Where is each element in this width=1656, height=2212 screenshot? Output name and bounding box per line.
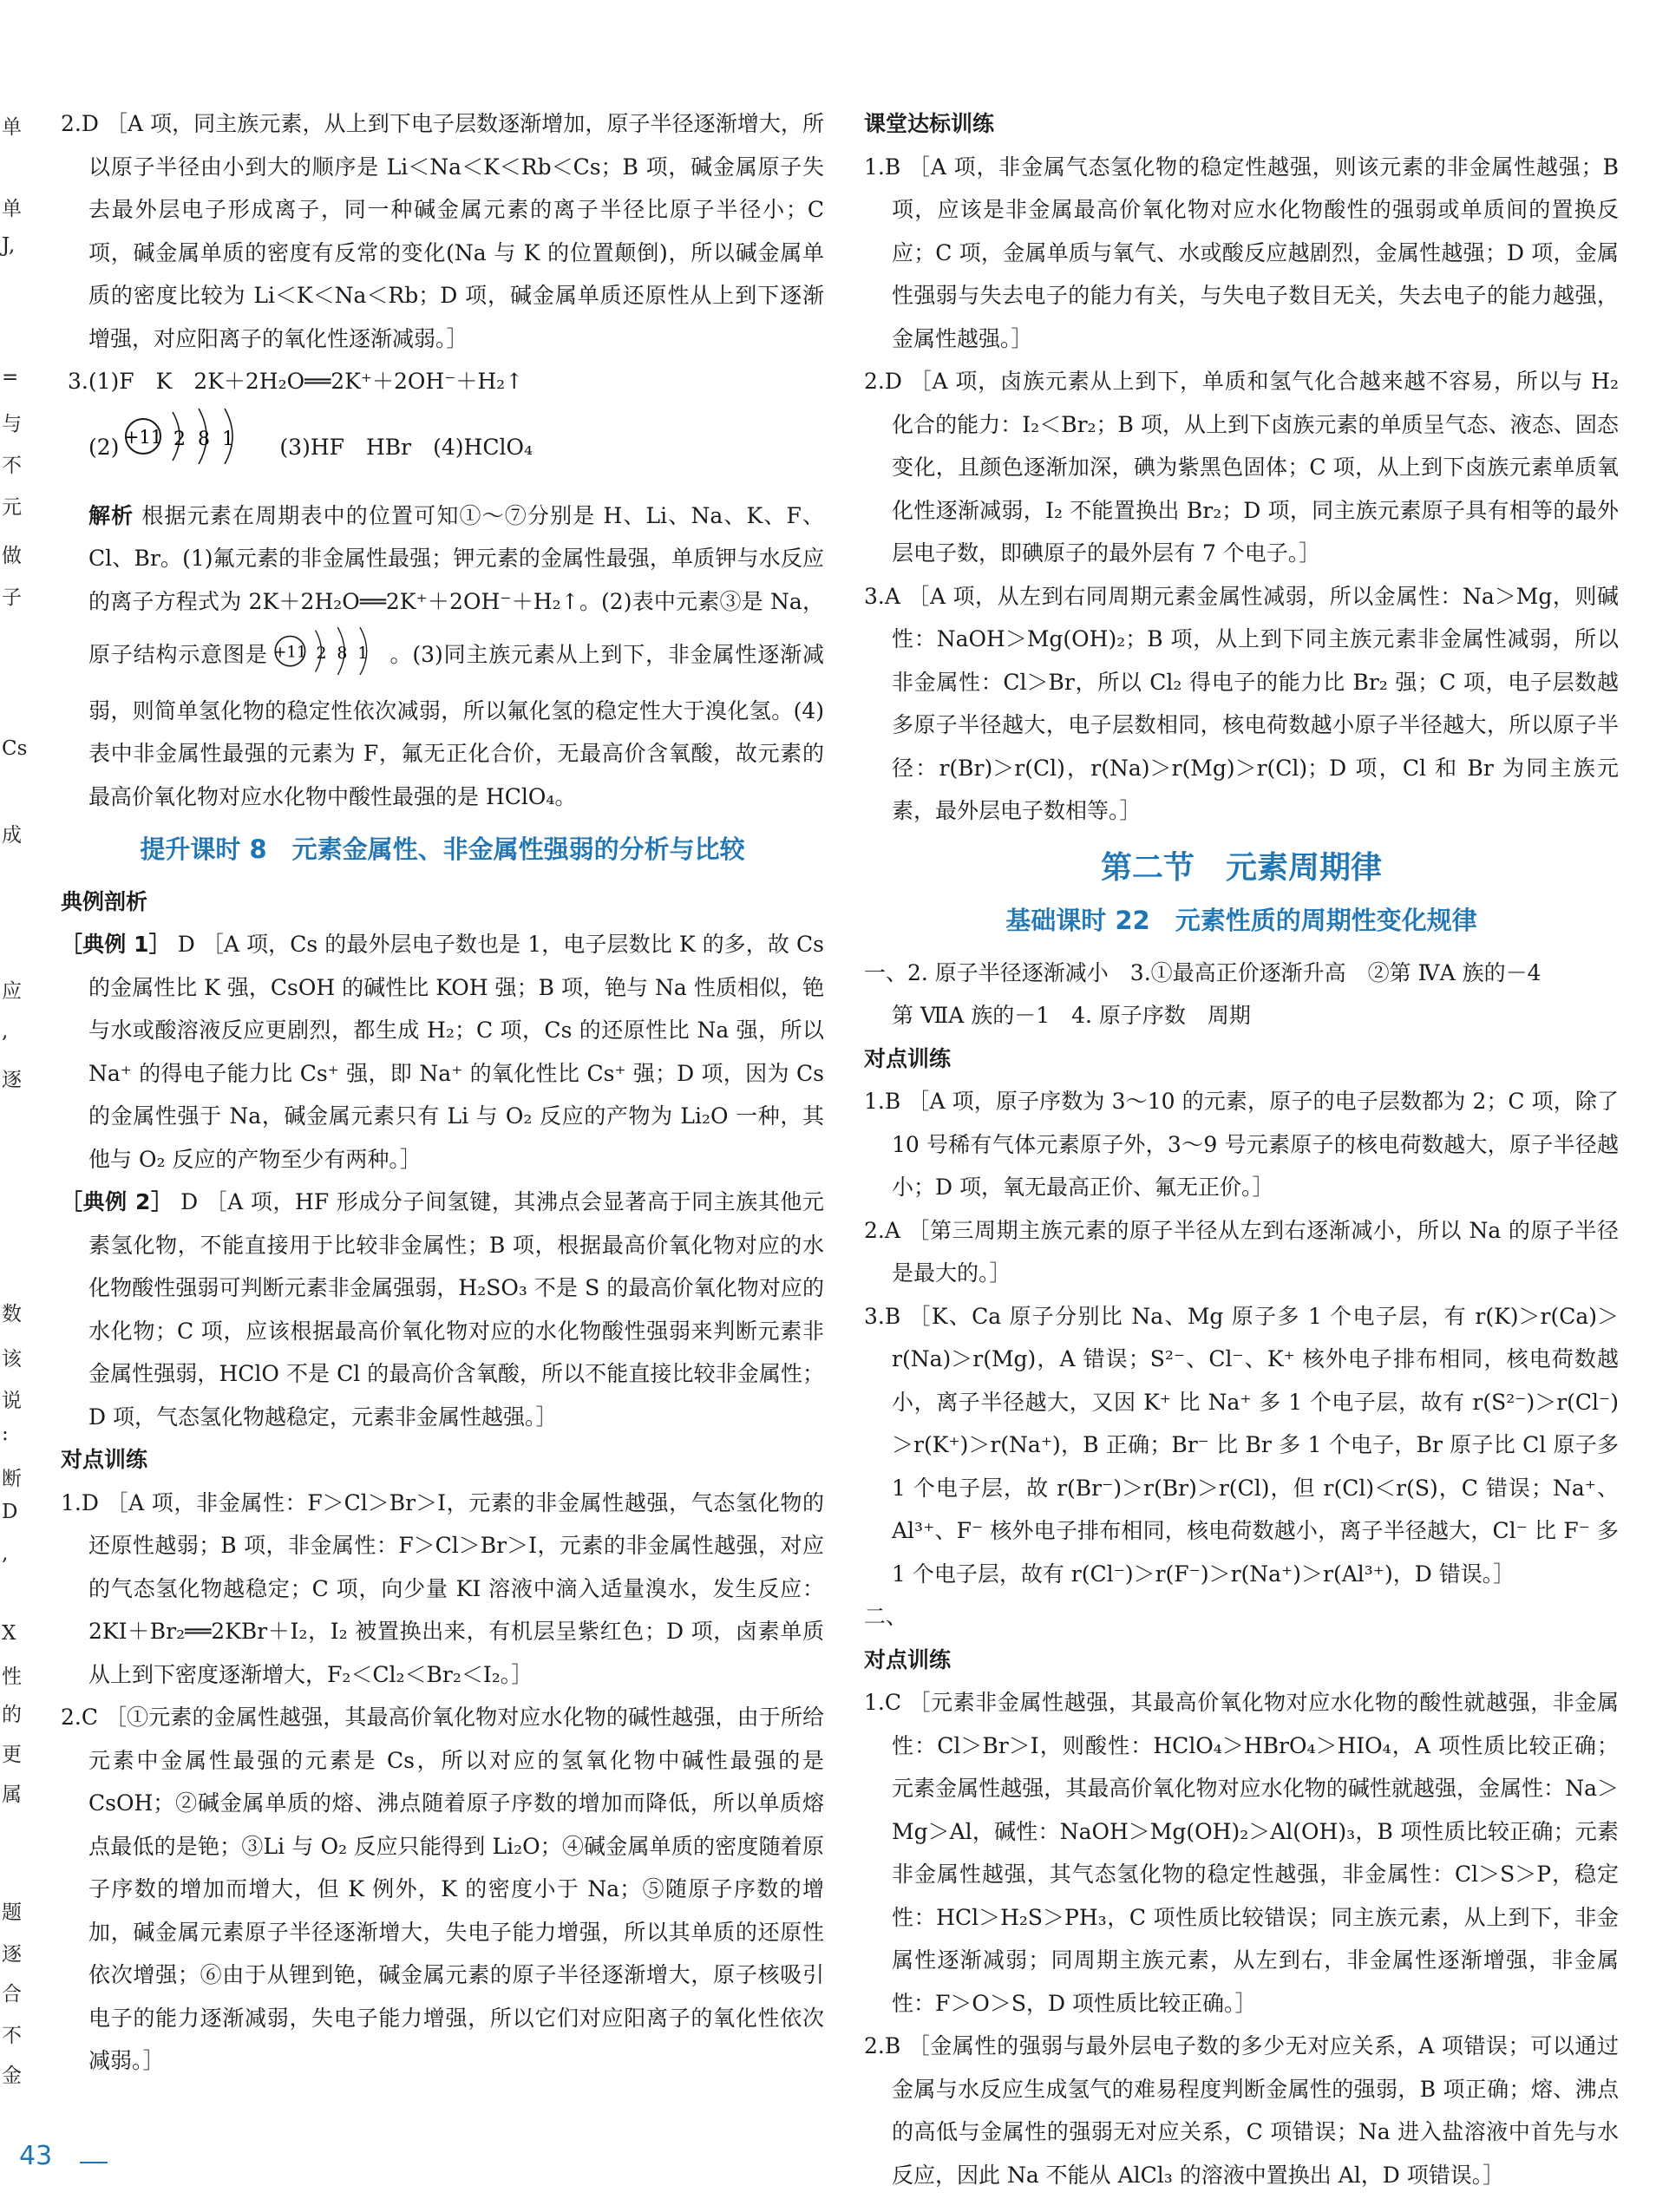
left-edge-strip [0,0,31,2212]
edge-char: 更 [2,1744,22,1766]
edge-char: : [2,1423,9,1445]
edge-char: 说 [2,1390,22,1412]
example-2-tag: ［典例 2］ [61,1189,173,1214]
left-column [61,102,824,2083]
shell-electrons: 2 8 1 [316,645,369,664]
answer-3-line2-prefix: (2) [88,434,120,460]
section-examples: 典例剖析 [61,888,148,914]
edge-char: 金 [2,2065,22,2087]
edge-char: 元 [2,496,22,519]
answer-3-line2 [61,403,824,494]
edge-char: = [2,366,19,389]
practice-2: 2.C ［①元素的金属性越强，其最高价氧化物对应水化物的碱性越强，由于所给元素中金属性最强的元素是 Cs，所以对应的氢氧化物中碱性最强的是 CsOH；②碱金属单质的熔、沸点随着原子序数的增加而降低，所以单质熔点最低的是铯；③Li 与 O₂ 反应只能得到 Li₂O；④碱金属单质的密度随着原子序数的增加而增大，但 K 例外，K 的密度小于 Na；⑤随原子序数的增加，碱金属元素原子半径逐渐增大，失电子能力增强，所以其单质的还原性依次增强；⑥由于从锂到铯，碱金属元素的原子半径逐渐增大，原子核吸引电子的能力逐渐减弱，失电子能力增强，所以它们对应阳离子的氧化性依次减弱。］ [61,1705,824,2073]
edge-char: Cs [2,737,28,760]
edge-char: , [2,1020,9,1043]
fill-in-line-2: 第 ⅦA 族的－1 4. 原子序数 周期 [892,1003,1251,1028]
sodium-atom-svg [119,403,258,464]
edge-char: 与 [2,413,22,435]
section-practice-2: 对点训练 [864,1646,952,1672]
edge-char: 的 [2,1704,22,1726]
practice-1: 1.D ［A 项，非金属性：F＞Cl＞Br＞I，元素的非金属性越强，气态氢化物的还原性越弱；B 项，非金属性：F＞Cl＞Br＞I，元素的非金属性越强，对应的气态氢化物越稳定；C 项，向少量 KI 溶液中滴入适量溴水，发生反应：2KI＋Br₂══2KBr＋I₂，I₂ 被置换出来，有机层呈紫红色；D 项，卤素单质从上到下密度逐渐增大，F₂＜Cl₂＜Br₂＜I₂。］ [61,1489,824,1687]
analysis-label: 解析 [88,502,134,528]
edge-char: 逐 [2,1069,22,1091]
nucleus-label: +11 [273,643,307,662]
right-column [864,102,1619,2196]
edge-char: 不 [2,455,22,477]
edge-char: 该 [2,1348,22,1371]
example-1-tag: ［典例 1］ [61,932,171,957]
exercise-1: 1.C ［元素非金属性越强，其最高价氧化物对应水化物的酸性就越强，非金属性：Cl＞Br＞I，则酸性：HClO₄＞HBrO₄＞HIO₄，A 项性质比较正确；元素金属性越强，其最高价氧化物对应水化物的碱性就越强，金属性：Na＞Mg＞Al，碱性：NaOH＞Mg(OH)₂＞Al(OH)₃，B 项性质比较正确；元素非金属性越强，其气态氢化物的稳定性越强，非金属性：Cl＞S＞P，稳定性：HCl＞H₂S＞PH₃，C 项性质比较错误；同主族元素，从上到下，非金属性逐渐减弱；同周期主族元素，从左到右，非金属性逐渐增强，非金属性：F＞O＞S，D 项性质比较正确。］ [864,1690,1619,2016]
edge-char: 属 [2,1783,22,1806]
edge-char: 断 [2,1468,22,1490]
section-practice: 对点训练 [61,1447,148,1472]
edge-char: 合 [2,1983,22,2006]
edge-char: 题 [2,1901,22,1924]
edge-char: 单 [2,116,22,139]
analysis-text-1: 根据元素在周期表中的位置可知①～⑦分别是 H、Li、Na、K、F、Cl、Br。(1)氟元素的非金属性最强；钾元素的金属性最强，单质钾与水反应的离子方程式为 2K＋2H₂O══2K⁺＋2OH⁻＋H₂↑。(2)表中元素③是 Na，原子结构示意图是 [88,502,824,667]
edge-char: 不 [2,2025,22,2047]
answer-3-line1: 3.(1)F K 2K＋2H₂O══2K⁺＋2OH⁻＋H₂↑ [68,369,524,394]
drill-2: 2.A ［第三周期主族元素的原子半径从左到右逐渐减小，所以 Na 的原子半径是最大的。］ [864,1217,1619,1286]
edge-char: 数 [2,1303,22,1325]
section-class-training: 课堂达标训练 [864,111,995,136]
chapter-heading: 第二节 元素周期律 [1100,849,1382,886]
edge-char: , [2,1542,9,1565]
drill-3: 3.B ［K、Ca 原子分别比 Na、Mg 原子多 1 个电子层，有 r(K)＞r(Ca)＞r(Na)＞r(Mg)，A 错误；S²⁻、Cl⁻、K⁺ 核外电子排布相同，核电荷数越小，离子半径越大，又因 K⁺ 比 Na⁺ 多 1 个电子层，故有 r(S²⁻)＞r(Cl⁻)＞r(K⁺)＞r(Na⁺)，B 正确；Br⁻ 比 Br 多 1 个电子，Br 原子比 Cl 原子多 1 个电子层，故 r(Br⁻)＞r(Br)＞r(Cl)，但 r(Cl)＜r(S)，C 错误；Na⁺、Al³⁺、F⁻ 核外电子排布相同，核电荷数越小，离子半径越大，Cl⁻ 比 F⁻ 多 1 个电子层，故有 r(Cl⁻)＞r(F⁻)＞r(Na⁺)＞r(Al³⁺)，D 错误。］ [864,1303,1619,1587]
example-2 [61,1181,824,1438]
class-answer-3: 3.A ［A 项，从左到右同周期元素金属性减弱，所以金属性：Na＞Mg，则碱性：NaOH＞Mg(OH)₂；B 项，从上到下同主族元素非金属性减弱，所以非金属性：Cl＞Br，所以 Cl₂ 得电子的能力比 Br₂ 强；C 项，电子层数越多原子半径越大，电子层数相同，核电荷数越小原子半径越大，所以原子半径：r(Br)＞r(Cl)，r(Na)＞r(Mg)＞r(Cl)；D 项，Cl 和 Br 为同主族元素，最外层电子数相等。］ [864,583,1619,823]
example-1 [61,923,824,1181]
edge-char: D [2,1501,18,1523]
edge-char: 子 [2,586,22,609]
atom-structure-diagram [119,403,258,494]
example-1-text: D ［A 项，Cs 的最外层电子数也是 1，电子层数比 K 的多，故 Cs 的金属性比 K 强，CsOH 的碱性比 KOH 强；B 项，铯与 Na 性质相似，铯与水或酸溶液反应更剧烈，都生成 H₂；C 项，Cs 的还原性比 Na 强，所以 Na⁺ 的得电子能力比 Cs⁺ 强，即 Na⁺ 的氧化性比 Cs⁺ 强；D 项，因为 Cs 的金属性强于 Na，碱金属元素只有 Li 与 O₂ 反应的产物为 Li₂O 一种，其他与 O₂ 反应的产物至少有两种。］ [88,932,824,1172]
edge-char: 逐 [2,1943,22,1966]
shell-electrons: 2 8 1 [173,428,235,450]
edge-char: X [2,1622,16,1645]
answer-2: 2.D ［A 项，同主族元素，从上到下电子层数逐渐增加，原子半径逐渐增大，所以原子半径由小到大的顺序是 Li＜Na＜K＜Rb＜Cs；B 项，碱金属原子失去最外层电子形成离子，同一种碱金属元素的离子半径比原子半径小；C 项，碱金属单质的密度有反常的变化(Na 与 K 的位置颠倒)，所以碱金属单质的密度比较为 Li＜K＜Na＜Rb；D 项，碱金属单质还原性从上到下逐渐增强，对应阳离子的氧化性逐渐减弱。］ [61,111,824,351]
atom-structure-diagram-inline [268,623,389,690]
nucleus-label: +11 [124,426,163,448]
lesson-22-heading: 基础课时 22 元素性质的周期性变化规律 [1005,906,1477,935]
exercise-2: 2.B ［金属性的强弱与最外层电子数的多少无对应关系，A 项错误；可以通过金属与水反应生成氢气的难易程度判断金属性的强弱，B 项正确；熔、沸点的高低与金属性的强弱无对应关系，C 项错误；Na 进入盐溶液中首先与水反应，因此 Na 不能从 AlCl₃ 的溶液中置换出 Al，D 项错误。］ [864,2033,1619,2188]
class-answer-2: 2.D ［A 项，卤族元素从上到下，单质和氢气化合越来越不容易，所以与 H₂ 化合的能力：I₂＜Br₂；B 项，从上到下卤族元素的单质呈气态、液态、固态变化，且颜色逐渐加深，碘为紫黑色固体；C 项，从上到下卤族元素单质氧化性逐渐减弱，I₂ 不能置换出 Br₂；D 项，同主族元素原子具有相等的最外层电子数，即碘原子的最外层有 7 个电子。］ [864,369,1619,566]
class-answer-1: 1.B ［A 项，非金属气态氢化物的稳定性越强，则该元素的非金属性越强；B 项，应该是非金属最高价氧化物对应水化物酸性的强弱或单质间的置换反应；C 项，金属单质与氧气、水或酸反应越剧烈，金属性越强；D 项，金属性强弱与失去电子的能力有关，与失电子数目无关，失去电子的能力越强，金属性越强。］ [864,154,1619,351]
fill-in-line-1: 一、2. 原子半径逐渐减小 3.①最高正价逐渐升高 ②第 ⅣA 族的－4 [864,959,1541,985]
answer-3-line2-rest: (3)HF HBr (4)HClO₄ [258,434,533,460]
edge-char: 做 [2,545,22,567]
edge-char: 应 [2,980,22,1003]
section-practice-1: 对点训练 [864,1045,952,1071]
analysis-text-2: 。(3)同主族元素从上到下，非金属性逐渐减弱，则简单氢化物的稳定性依次减弱，所以氟化氢的稳定性大于溴化氢。(4)表中非金属性最强的元素为 F，氟无正化合价，无最高价含氧酸，故元素的最高价氧化物对应水化物中酸性最强的是 HClO₄。 [88,641,824,809]
example-2-text: D ［A 项，HF 形成分子间氢键，其沸点会显著高于同主族其他元素氢化物，不能直接用于比较非金属性；B 项，根据最高价氧化物对应的水化物酸性强弱可判断元素非金属强弱，H₂SO₃ 不是 S 的最高价氧化物对应的水化物；C 项，应该根据最高价氧化物对应的水化物酸性强弱来判断元素非金属性强弱，HClO 不是 Cl 的最高价含氧酸，所以不能直接比较非金属性；D 项，气态氢化物越稳定，元素非金属性越强。］ [88,1189,824,1430]
edge-char: 性 [2,1666,22,1688]
sodium-atom-svg-inline [268,623,389,675]
edge-char: 单 [2,198,22,220]
edge-char: J, [2,234,16,257]
part-two-label: 二、 [864,1604,908,1629]
drill-1: 1.B ［A 项，原子序数为 3～10 的元素，原子的电子层数都为 2；C 项，除了 10 号稀有气体元素原子外，3～9 号元素原子的核电荷数越大，原子半径越小；D 项，氧无最高正价、氟无正价。］ [864,1089,1619,1200]
page-number: 43 [19,2141,53,2171]
page-number-rule [80,2162,108,2163]
lesson-8-heading: 提升课时 8 元素金属性、非金属性强弱的分析与比较 [140,834,745,864]
edge-char: 成 [2,824,22,847]
analysis-paragraph [61,494,824,819]
